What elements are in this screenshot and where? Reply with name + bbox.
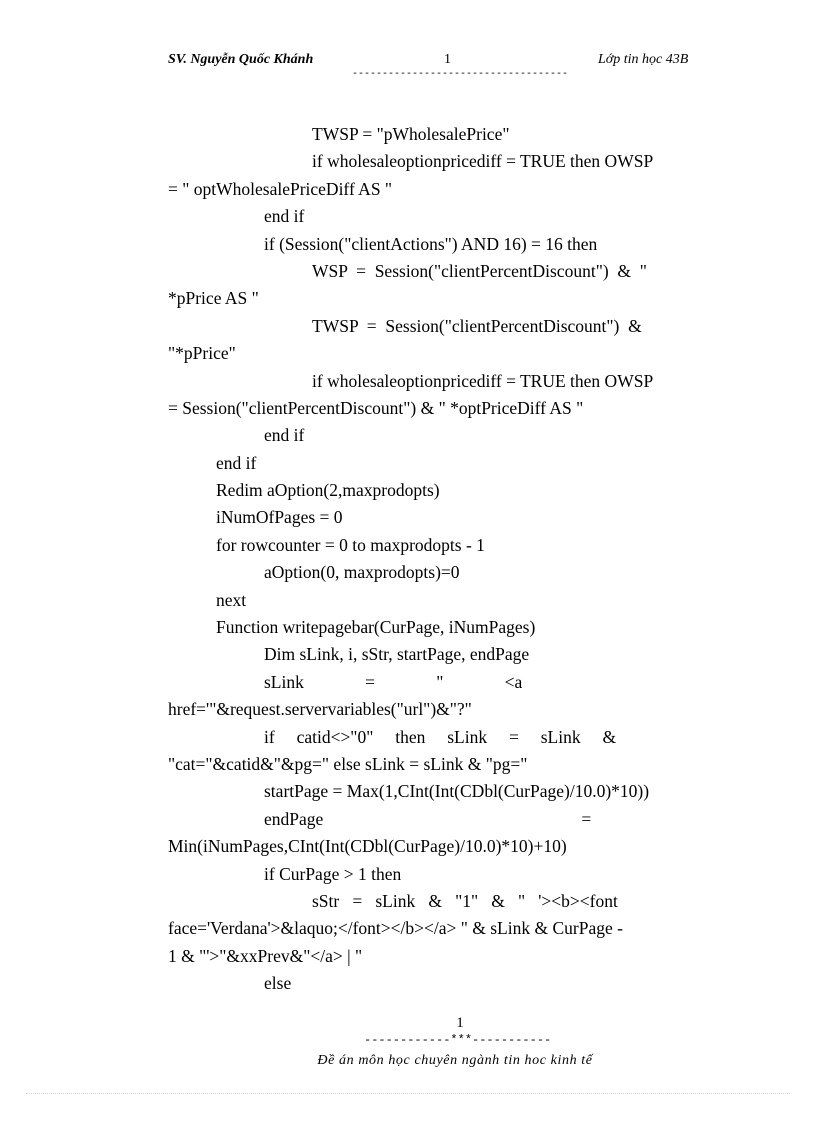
code-line: "*pPrice" [168, 343, 236, 364]
footer-rule: ------------***----------- [364, 1033, 552, 1047]
code-line: iNumOfPages = 0 [216, 507, 343, 528]
code-line: aOption(0, maxprodopts)=0 [264, 562, 460, 583]
header-rule: ------------------------------------ [352, 69, 569, 80]
code-line: if wholesaleoptionpricediff = TRUE then OWSP [312, 151, 654, 172]
code-line: = " optWholesalePriceDiff AS " [168, 178, 393, 199]
code-line: next [216, 589, 247, 610]
code-line: = Session("clientPercentDiscount") & " *optPriceDiff AS " [168, 397, 584, 418]
code-line: if catid<>"0" then sLink = sLink & [264, 726, 617, 747]
page-edge-divider [26, 1093, 790, 1094]
footer-page-number: 1 [456, 1015, 464, 1031]
code-line: Redim aOption(2,maxprodopts) [216, 480, 440, 501]
code-line: Dim sLink, i, sStr, startPage, endPage [264, 644, 530, 665]
footer-title: Đề án môn học chuyên ngành tin hoc kinh tế [317, 1053, 593, 1068]
code-line: face='Verdana'>&laquo;</font></b></a> " & sLink & CurPage - [168, 918, 623, 939]
code-line: if (Session("clientActions") AND 16) = 16 then [264, 233, 598, 254]
code-line: 1 & "'>"&xxPrev&"</a> | " [168, 945, 363, 966]
code-line: TWSP = "pWholesalePrice" [312, 124, 510, 144]
code-line: end if [264, 425, 305, 446]
code-line: end if [264, 206, 305, 227]
code-line: sLink = " <a [264, 671, 523, 692]
header-class: Lớp tin học 43B [598, 52, 689, 67]
code-line: if CurPage > 1 then [264, 863, 402, 884]
code-line: "cat="&catid&"&pg=" else sLink = sLink & "pg=" [168, 753, 528, 774]
code-line: *pPrice AS " [168, 288, 259, 309]
code-line: endPage = [264, 808, 592, 829]
header-page-number: 1 [444, 52, 451, 67]
code-line: for rowcounter = 0 to maxprodopts - 1 [216, 534, 485, 555]
header-author: SV. Nguyễn Quốc Khánh [168, 52, 314, 67]
code-line: if wholesaleoptionpricediff = TRUE then OWSP [312, 370, 654, 391]
code-line: href='"&request.servervariables("url")&"?" [168, 699, 472, 720]
code-body [168, 121, 744, 998]
code-line: else [264, 973, 292, 994]
code-line: WSP = Session("clientPercentDiscount") & " [312, 260, 647, 281]
code-line: startPage = Max(1,CInt(Int(CDbl(CurPage)/10.0)*10)) [264, 781, 650, 802]
code-line: TWSP = Session("clientPercentDiscount") & [312, 315, 642, 336]
code-line: Min(iNumPages,CInt(Int(CDbl(CurPage)/10.0)*10)+10) [168, 836, 567, 857]
code-line: sStr = sLink & "1" & " '><b><font [312, 890, 618, 911]
code-line: Function writepagebar(CurPage, iNumPages) [216, 617, 536, 638]
code-line: end if [216, 452, 257, 473]
